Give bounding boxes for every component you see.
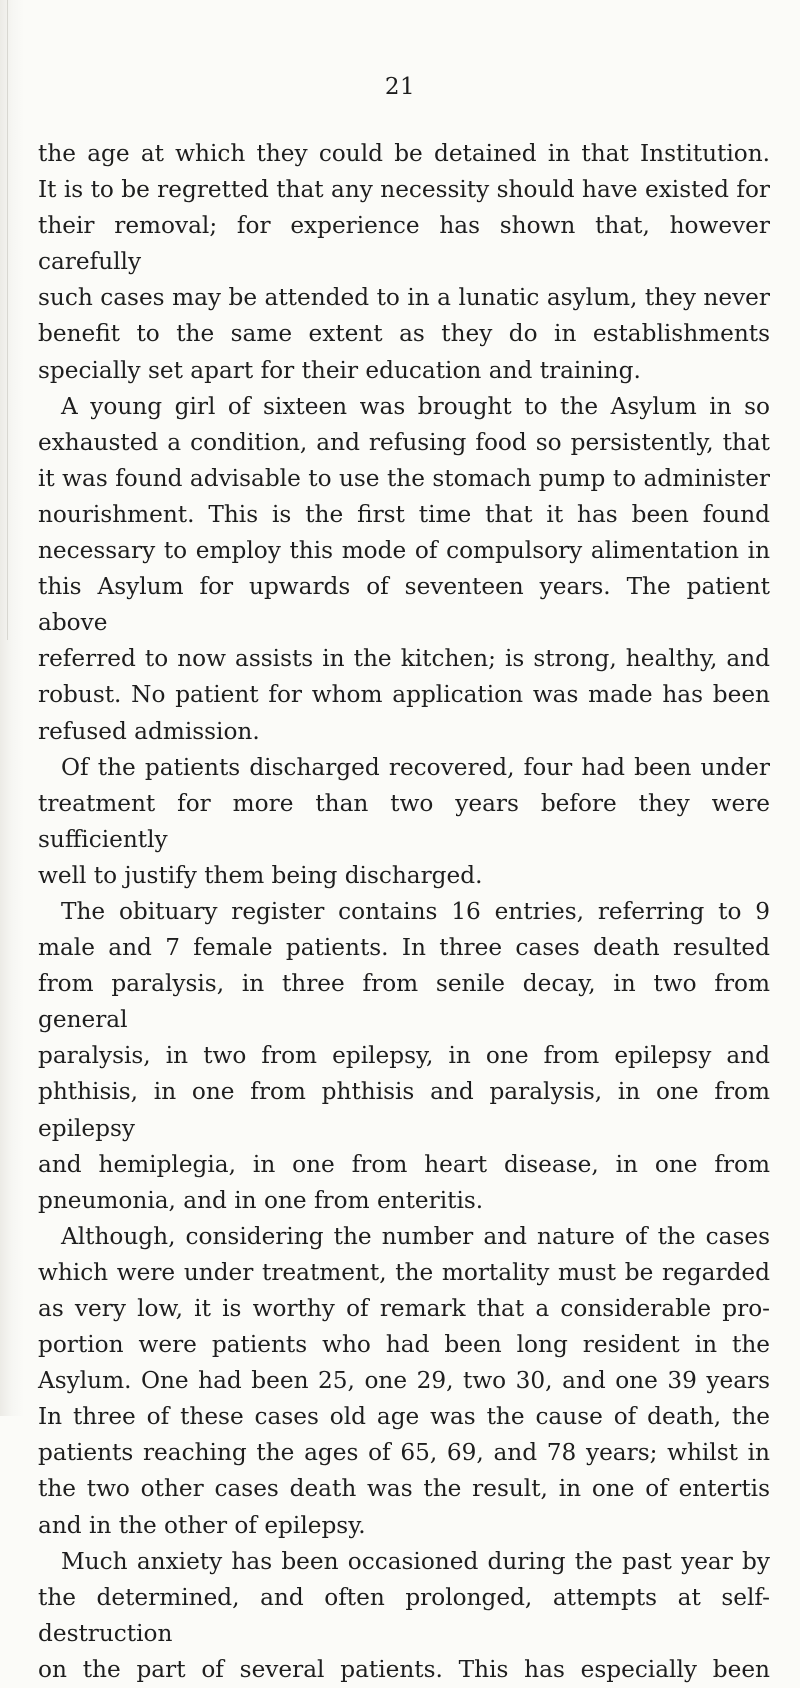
text-line: the age at which they could be detained in that Institution.: [38, 140, 770, 167]
text-line: The obituary register contains 16 entries, referring to 9: [61, 897, 770, 925]
text-line: benefit to the same extent as they do in establishments: [38, 320, 770, 348]
text-line: Of the patients discharged recovered, four had been under: [61, 753, 770, 781]
text-line: and hemiplegia, in one from heart disease, in one from: [38, 1150, 770, 1178]
text-line: In three of these cases old age was the cause of death, the: [38, 1403, 770, 1431]
text-line: on the part of several patients. This has especially been: [38, 1655, 770, 1683]
text-line: refused admission.: [38, 717, 260, 745]
text-line: the determined, and often prolonged, attempts at self-destruction: [38, 1583, 770, 1647]
text-line: specially set apart for their education and training.: [38, 356, 641, 384]
text-line: pneumonia, and in one from enteritis.: [38, 1186, 484, 1214]
text-line: Much anxiety has been occasioned during the past year by: [61, 1547, 770, 1575]
text-line: patients reaching the ages of 65, 69, and 78 years; whilst in: [38, 1439, 770, 1467]
text-line: necessary to employ this mode of compulsory alimentation in: [38, 537, 770, 565]
text-line: phthisis, in one from phthisis and paralysis, in one from epilepsy: [38, 1078, 770, 1142]
text-line: as very low, it is worthy of remark that a considerable pro-: [38, 1295, 770, 1322]
text-line: from paralysis, in three from senile decay, in two from general: [38, 970, 770, 1034]
text-line: well to justify them being discharged.: [38, 861, 483, 889]
text-line: treatment for more than two years before they were sufficiently: [38, 789, 770, 853]
text-line: the two other cases death was the result, in one of entertis: [38, 1475, 770, 1503]
body-text: [38, 136, 770, 1688]
page-number: 21: [384, 74, 416, 100]
text-line: male and 7 female patients. In three cases death resulted: [38, 934, 770, 962]
text-line: their removal; for experience has shown that, however carefully: [38, 212, 770, 276]
text-line: and in the other of epilepsy.: [38, 1511, 366, 1539]
text-line: nourishment. This is the first time that it has been found: [38, 500, 770, 528]
text-line: It is to be regretted that any necessity should have existed for: [38, 176, 770, 204]
text-line: paralysis, in two from epilepsy, in one from epilepsy and: [38, 1042, 770, 1070]
text-line: portion were patients who had been long resident in the: [38, 1331, 770, 1359]
text-line: exhausted a condition, and refusing food so persistently, that: [38, 428, 770, 456]
text-line: referred to now assists in the kitchen; is strong, healthy, and: [38, 645, 770, 673]
text-line: Although, considering the number and nature of the cases: [61, 1222, 770, 1250]
text-line: Asylum. One had been 25, one 29, two 30, and one 39 years: [38, 1367, 770, 1395]
text-line: such cases may be attended to in a lunatic asylum, they never: [38, 284, 770, 312]
text-line: this Asylum for upwards of seventeen years. The patient above: [38, 573, 770, 637]
text-line: A young girl of sixteen was brought to the Asylum in so: [61, 392, 770, 420]
text-line: it was found advisable to use the stomach pump to administer: [38, 464, 770, 492]
text-line: which were under treatment, the mortality must be regarded: [38, 1258, 770, 1286]
text-line: robust. No patient for whom application was made has been: [38, 681, 770, 709]
